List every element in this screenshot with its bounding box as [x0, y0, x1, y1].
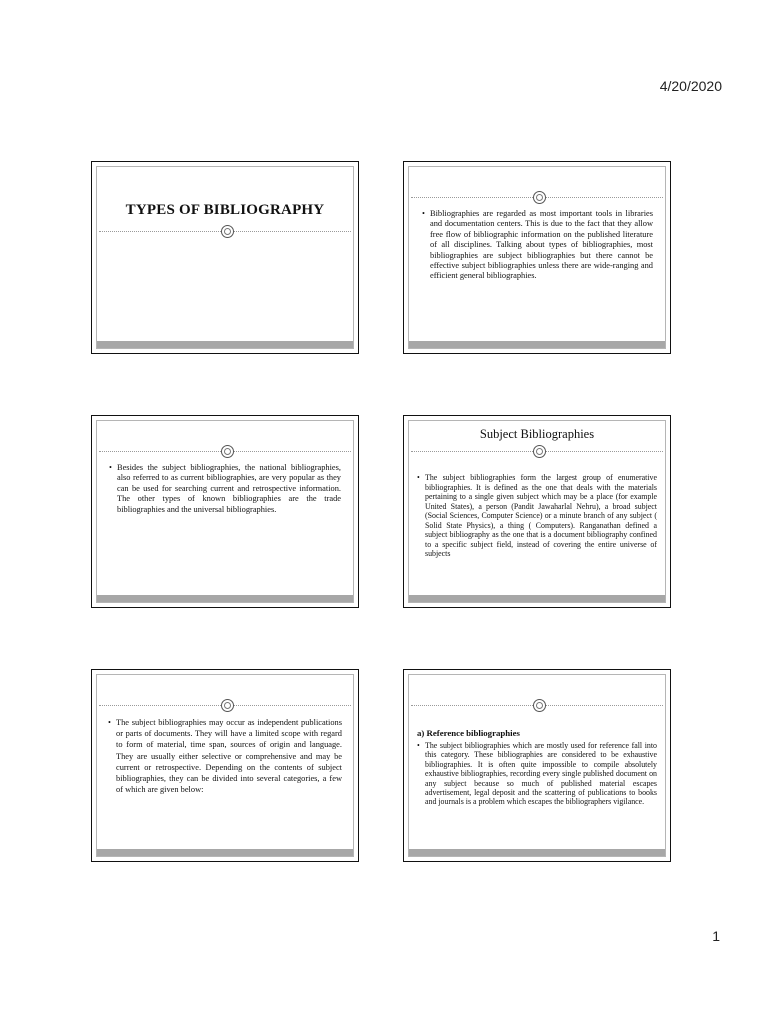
document-date: 4/20/2020: [659, 78, 722, 94]
bullet-paragraph: • The subject bibliographies which are mostly used for reference fall into this category. These bibliographies are considered to be exhaustive bibliographies. It is often quite impossible to compile absolutely exhaustive bibliographies, recording every single published document on any subject because so much of published material escapes advertisement, legal deposit and the scattering of publications to books and journals is a problem which escapes the bibliographers vigilance.: [417, 741, 657, 807]
bullet-paragraph: • Besides the subject bibliographies, the national bibliographies, also referred to as current bibliographies, are very popular as they can be used for searching current and retrospective information. The other types of known bibliographies are the trade bibliographies and the universal bibliographies.: [109, 463, 341, 515]
bullet-list: [109, 463, 341, 515]
circle-ornament-icon: [533, 699, 546, 712]
slide-frame: [96, 674, 354, 857]
slide-frame: [408, 166, 666, 349]
bullet-list: [417, 473, 657, 559]
page-number: 1: [712, 928, 720, 944]
section-heading: a) Reference bibliographies: [417, 728, 520, 738]
slide-6: [403, 669, 671, 862]
slide-footer-band: [97, 595, 353, 602]
slide-footer-band: [409, 341, 665, 348]
circle-ornament-icon: [221, 699, 234, 712]
slide-frame: [408, 674, 666, 857]
slide-frame: [408, 420, 666, 603]
slide-title: Subject Bibliographies: [479, 427, 595, 441]
slide-3: [91, 415, 359, 608]
bullet-list: [417, 741, 657, 807]
slide-4: [403, 415, 671, 608]
bullet-paragraph: • The subject bibliographies form the largest group of enumerative bibliographies. It is defined as the one that deals with the materials pertaining to a single given subject which may be a place (for example United States), a person (Pandit Jawaharlal Nehru), a broad subject (Social Sciences, Computer Science) or a minute branch of any subject ( Solid State Physics), a thing ( Computers). Ranganathan defined a subject bibliography as the one that is a document bibliography confined to a specific subject field, instead of covering the entire universe of subjects: [417, 473, 657, 559]
bullet-paragraph: • Bibliographies are regarded as most important tools in libraries and documentation centers. This is due to the fact that they allow free flow of bibliographic information on the published literature of all disciplines. Talking about types of bibliographies, most bibliographies are subject bibliographies but there cannot be effective subject bibliographies unless there are wide-ranging and efficient general bibliographies.: [422, 209, 653, 282]
slide-frame: [96, 420, 354, 603]
slide-footer-band: [97, 849, 353, 856]
bullet-list: [422, 209, 653, 282]
slide-footer-band: [409, 595, 665, 602]
circle-ornament-icon: [221, 225, 234, 238]
bullet-list: [108, 717, 342, 795]
slide-1: [91, 161, 359, 354]
circle-ornament-icon: [533, 191, 546, 204]
slide-5: [91, 669, 359, 862]
slide-frame: [96, 166, 354, 349]
bullet-paragraph: • The subject bibliographies may occur as independent publications or parts of documents. They will have a limited scope with regard to form of material, time span, sources of origin and language. They are usually either selective or comprehensive and may be current or retrospective. Depending on the contents of subject bibliographies, they can be divided into several categories, a few of which are given below:: [108, 717, 342, 795]
slide-2: [403, 161, 671, 354]
slide-title: TYPES OF BIBLIOGRAPHY: [125, 202, 325, 218]
circle-ornament-icon: [533, 445, 546, 458]
circle-ornament-icon: [221, 445, 234, 458]
slide-footer-band: [409, 849, 665, 856]
slide-footer-band: [97, 341, 353, 348]
